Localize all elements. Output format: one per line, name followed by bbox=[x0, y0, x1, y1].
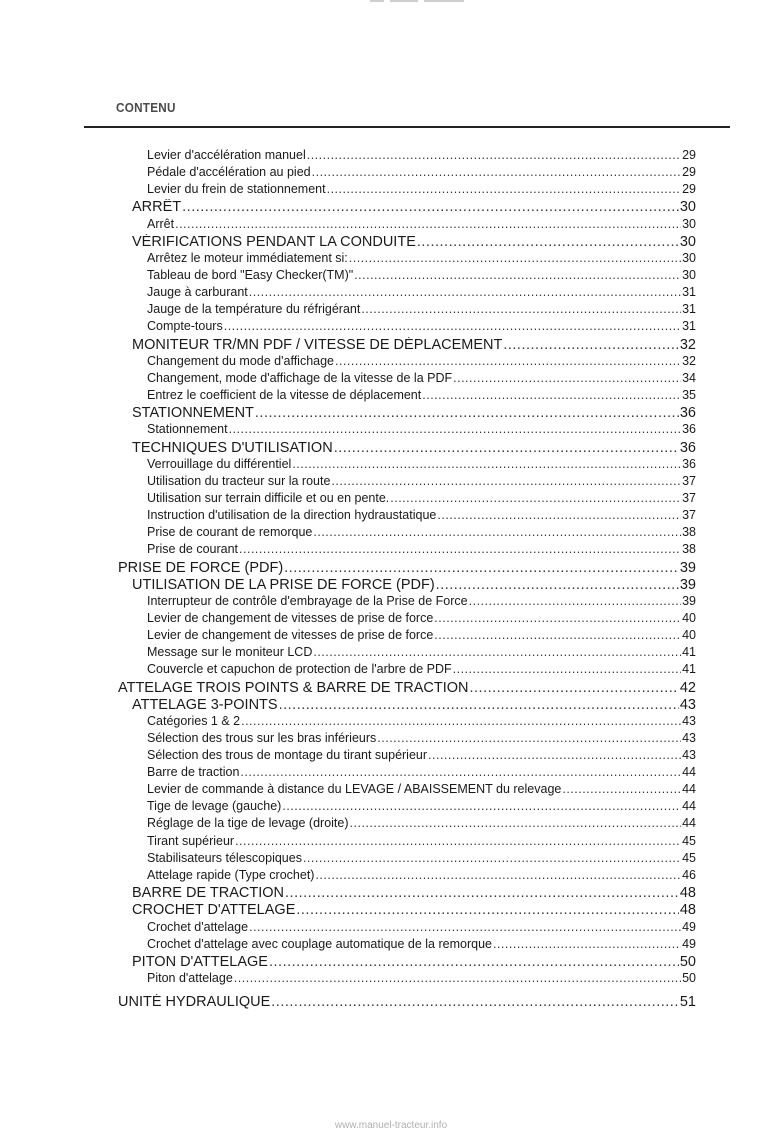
toc-entry-title: Jauge à carburant bbox=[147, 285, 248, 299]
toc-entry[interactable] bbox=[147, 782, 696, 796]
toc-leader-dots bbox=[434, 628, 681, 642]
toc-entry-page: 44 bbox=[682, 816, 696, 830]
toc-entry[interactable] bbox=[147, 371, 696, 385]
toc-entry-title: Levier d'accélération manuel bbox=[147, 148, 306, 162]
toc-leader-dots bbox=[269, 954, 679, 970]
toc-entry[interactable] bbox=[147, 457, 696, 471]
toc-entry[interactable] bbox=[147, 251, 696, 265]
toc-entry-title: Pédale d'accélération au pied bbox=[147, 165, 311, 179]
toc-leader-dots bbox=[350, 816, 682, 830]
toc-entry[interactable] bbox=[118, 994, 696, 1010]
toc-entry-page: 39 bbox=[682, 594, 696, 608]
toc-entry-title: Compte-tours bbox=[147, 319, 223, 333]
toc-entry[interactable] bbox=[147, 182, 696, 196]
toc-entry-title: CROCHET D'ATTELAGE bbox=[132, 902, 296, 918]
toc-entry[interactable] bbox=[147, 217, 696, 231]
toc-leader-dots bbox=[437, 508, 681, 522]
toc-entry-page: 37 bbox=[682, 491, 696, 505]
toc-entry-page: 34 bbox=[682, 371, 696, 385]
toc-entry[interactable] bbox=[132, 337, 696, 353]
toc-leader-dots bbox=[312, 165, 681, 179]
toc-leader-dots bbox=[303, 851, 681, 865]
toc-entry-page: 49 bbox=[682, 920, 696, 934]
toc-leader-dots bbox=[428, 748, 681, 762]
toc-leader-dots bbox=[493, 937, 681, 951]
toc-entry-page: 30 bbox=[682, 268, 696, 282]
toc-leader-dots bbox=[241, 714, 681, 728]
toc-entry-title: TECHNIQUES D'UTILISATION bbox=[132, 440, 333, 456]
toc-leader-dots bbox=[469, 680, 678, 696]
toc-entry-page: 31 bbox=[682, 302, 696, 316]
toc-leader-dots bbox=[292, 457, 681, 471]
toc-entry[interactable] bbox=[147, 611, 696, 625]
toc-entry[interactable] bbox=[147, 285, 696, 299]
toc-entry[interactable] bbox=[147, 851, 696, 865]
toc-entry[interactable] bbox=[147, 834, 696, 848]
toc-leader-dots bbox=[229, 422, 681, 436]
scan-marks bbox=[370, 0, 480, 6]
toc-entry[interactable] bbox=[147, 920, 696, 934]
toc-entry[interactable] bbox=[118, 560, 696, 576]
toc-entry[interactable] bbox=[147, 268, 696, 282]
toc-entry-title: Sélection des trous de montage du tirant supérieur bbox=[147, 748, 428, 762]
toc-entry-title: Barre de traction bbox=[147, 765, 240, 779]
toc-entry-page: 37 bbox=[682, 508, 696, 522]
toc-entry-page: 39 bbox=[679, 560, 696, 576]
toc-entry[interactable] bbox=[147, 714, 696, 728]
toc-entry-title: Tableau de bord "Easy Checker(TM)" bbox=[147, 268, 354, 282]
toc-entry-title: Instruction d'utilisation de la direction hydraustatique bbox=[147, 508, 437, 522]
toc-entry-page: 37 bbox=[682, 474, 696, 488]
toc-entry[interactable] bbox=[147, 542, 696, 556]
toc-entry-page: 29 bbox=[682, 148, 696, 162]
toc-entry[interactable] bbox=[147, 525, 696, 539]
toc-entry-page: 31 bbox=[682, 319, 696, 333]
toc-entry-page: 40 bbox=[682, 611, 696, 625]
toc-leader-dots bbox=[271, 994, 679, 1010]
toc-entry-page: 44 bbox=[682, 799, 696, 813]
toc-entry-page: 39 bbox=[679, 577, 696, 593]
toc-entry-page: 43 bbox=[682, 731, 696, 745]
toc-entry-title: Couvercle et capuchon de protection de l'arbre de PDF bbox=[147, 662, 452, 676]
toc-leader-dots bbox=[334, 440, 679, 456]
toc-entry-page: 36 bbox=[682, 422, 696, 436]
toc-entry-title: Utilisation du tracteur sur la route bbox=[147, 474, 331, 488]
toc-entry[interactable] bbox=[132, 440, 696, 456]
toc-leader-dots bbox=[315, 868, 681, 882]
toc-leader-dots bbox=[313, 645, 681, 659]
toc-entry[interactable] bbox=[147, 662, 696, 676]
toc-entry-page: 51 bbox=[679, 994, 696, 1010]
toc-entry[interactable] bbox=[147, 354, 696, 368]
toc-leader-dots bbox=[331, 474, 681, 488]
toc-entry[interactable] bbox=[147, 319, 696, 333]
toc-entry[interactable] bbox=[132, 405, 696, 421]
toc-entry-page: 44 bbox=[682, 765, 696, 779]
toc-entry-page: 30 bbox=[682, 217, 696, 231]
toc-entry-title: Arrêt bbox=[147, 217, 175, 231]
toc-entry-page: 48 bbox=[679, 902, 696, 918]
toc-entry-title: Crochet d'attelage avec couplage automatique de la remorque bbox=[147, 937, 492, 951]
toc-entry-title: Message sur le moniteur LCD bbox=[147, 645, 313, 659]
page-header-title: CONTENU bbox=[116, 100, 176, 115]
toc-entry-title: BARRE DE TRACTION bbox=[132, 885, 285, 901]
toc-entry-page: 43 bbox=[679, 697, 696, 713]
toc-entry-title: Stabilisateurs télescopiques bbox=[147, 851, 302, 865]
toc-entry-page: 43 bbox=[682, 748, 696, 762]
toc-entry-page: 32 bbox=[682, 354, 696, 368]
toc-entry[interactable] bbox=[147, 422, 696, 436]
toc-entry[interactable] bbox=[147, 148, 696, 162]
toc-leader-dots bbox=[390, 491, 681, 505]
toc-entry-page: 30 bbox=[679, 234, 696, 250]
toc-entry-page: 50 bbox=[682, 971, 696, 985]
footer-watermark: www.manuel-tracteur.info bbox=[334, 1120, 448, 1131]
toc-entry-page: 40 bbox=[682, 628, 696, 642]
toc-entry-page: 30 bbox=[679, 199, 696, 215]
toc-entry-page: 43 bbox=[682, 714, 696, 728]
toc-leader-dots bbox=[436, 577, 679, 593]
toc-leader-dots bbox=[234, 971, 681, 985]
toc-entry-title: ARRÊT bbox=[132, 199, 182, 215]
toc-entry-page: 30 bbox=[682, 251, 696, 265]
toc-leader-dots bbox=[224, 319, 681, 333]
toc-entry-page: 45 bbox=[682, 851, 696, 865]
toc-leader-dots bbox=[349, 251, 681, 265]
toc-entry-title: UNITÉ HYDRAULIQUE bbox=[118, 994, 271, 1010]
toc-entry[interactable] bbox=[147, 165, 696, 179]
toc-entry-title: Levier de changement de vitesses de prise de force bbox=[147, 628, 434, 642]
toc-leader-dots bbox=[240, 765, 681, 779]
toc-entry[interactable] bbox=[132, 577, 696, 593]
toc-leader-dots bbox=[282, 799, 681, 813]
toc-entry-title: Interrupteur de contrôle d'embrayage de la Prise de Force bbox=[147, 594, 468, 608]
toc-leader-dots bbox=[284, 560, 679, 576]
toc-entry[interactable] bbox=[147, 594, 696, 608]
toc-entry-title: Prise de courant bbox=[147, 542, 239, 556]
toc-entry-title: Jauge de la température du réfrigérant bbox=[147, 302, 361, 316]
toc-entry-page: 35 bbox=[682, 388, 696, 402]
toc-entry[interactable] bbox=[147, 799, 696, 813]
toc-entry-title: Changement du mode d'affichage bbox=[147, 354, 335, 368]
toc-entry[interactable] bbox=[147, 937, 696, 951]
toc-entry-title: UTILISATION DE LA PRISE DE FORCE (PDF) bbox=[132, 577, 435, 593]
toc-entry-title: Tige de levage (gauche) bbox=[147, 799, 282, 813]
toc-entry[interactable] bbox=[147, 302, 696, 316]
toc-entry[interactable] bbox=[118, 680, 696, 696]
toc-leader-dots bbox=[434, 611, 681, 625]
toc-entry-page: 41 bbox=[682, 645, 696, 659]
toc-entry[interactable] bbox=[147, 765, 696, 779]
toc-entry-page: 50 bbox=[679, 954, 696, 970]
toc-leader-dots bbox=[327, 182, 682, 196]
toc-entry[interactable] bbox=[147, 645, 696, 659]
toc-leader-dots bbox=[279, 697, 679, 713]
toc-entry-title: Changement, mode d'affichage de la vitesse de la PDF bbox=[147, 371, 453, 385]
toc-leader-dots bbox=[307, 148, 681, 162]
toc-entry-title: VÉRIFICATIONS PENDANT LA CONDUITE bbox=[132, 234, 416, 250]
toc-entry-page: 29 bbox=[682, 165, 696, 179]
toc-entry-page: 49 bbox=[682, 937, 696, 951]
toc-entry-title: Prise de courant de remorque bbox=[147, 525, 313, 539]
toc-entry-title: Entrez le coefficient de la vitesse de déplacement bbox=[147, 388, 422, 402]
toc-leader-dots bbox=[249, 920, 681, 934]
header-rule bbox=[84, 126, 730, 128]
toc-entry-page: 31 bbox=[682, 285, 696, 299]
toc-entry-title: PITON D'ATTELAGE bbox=[132, 954, 268, 970]
toc-entry-page: 48 bbox=[679, 885, 696, 901]
toc-entry[interactable] bbox=[132, 885, 696, 901]
toc-entry[interactable] bbox=[147, 388, 696, 402]
toc-entry[interactable] bbox=[147, 491, 696, 505]
toc-entry-title: Attelage rapide (Type crochet) bbox=[147, 868, 315, 882]
toc-entry-page: 38 bbox=[682, 525, 696, 539]
toc-entry-title: Stationnement bbox=[147, 422, 228, 436]
toc-entry-title: Crochet d'attelage bbox=[147, 920, 249, 934]
toc-entry-page: 32 bbox=[679, 337, 696, 353]
toc-entry-title: Levier du frein de stationnement bbox=[147, 182, 326, 196]
toc-entry-page: 45 bbox=[682, 834, 696, 848]
toc-entry-page: 46 bbox=[682, 868, 696, 882]
toc-entry-title: Tirant supérieur bbox=[147, 834, 235, 848]
toc-entry-page: 29 bbox=[682, 182, 696, 196]
toc-leader-dots bbox=[239, 542, 681, 556]
toc-entry[interactable] bbox=[132, 902, 696, 918]
toc-entry[interactable] bbox=[147, 748, 696, 762]
toc-entry-title: Catégories 1 & 2 bbox=[147, 714, 241, 728]
toc-entry-page: 42 bbox=[679, 680, 696, 696]
toc-entry[interactable] bbox=[132, 234, 696, 250]
toc-leader-dots bbox=[235, 834, 681, 848]
toc-leader-dots bbox=[175, 217, 681, 231]
toc-entry-page: 36 bbox=[679, 440, 696, 456]
toc-entry[interactable] bbox=[147, 868, 696, 882]
toc-leader-dots bbox=[453, 371, 681, 385]
toc-entry[interactable] bbox=[147, 628, 696, 642]
toc-entry-title: Sélection des trous sur les bras inférieurs bbox=[147, 731, 377, 745]
toc-leader-dots bbox=[377, 731, 681, 745]
toc-leader-dots bbox=[417, 234, 679, 250]
toc-entry[interactable] bbox=[132, 954, 696, 970]
toc-entry-title: STATIONNEMENT bbox=[132, 405, 254, 421]
toc-leader-dots bbox=[562, 782, 681, 796]
toc-entry[interactable] bbox=[147, 508, 696, 522]
toc-entry-page: 36 bbox=[679, 405, 696, 421]
toc-entry-title: Arrêtez le moteur immédiatement si: bbox=[147, 251, 348, 265]
toc-leader-dots bbox=[361, 302, 681, 316]
toc-entry-page: 38 bbox=[682, 542, 696, 556]
toc-leader-dots bbox=[249, 285, 681, 299]
toc-entry[interactable] bbox=[132, 199, 696, 215]
toc-entry-title: PRISE DE FORCE (PDF) bbox=[118, 560, 284, 576]
toc-entry[interactable] bbox=[147, 731, 696, 745]
toc-entry-page: 41 bbox=[682, 662, 696, 676]
toc-entry-title: Levier de commande à distance du LEVAGE / ABAISSEMENT du relevage bbox=[147, 782, 562, 796]
toc-entry-page: 36 bbox=[682, 457, 696, 471]
toc-leader-dots bbox=[469, 594, 681, 608]
toc-entry[interactable] bbox=[147, 816, 696, 830]
toc-entry[interactable] bbox=[147, 474, 696, 488]
toc-entry[interactable] bbox=[132, 697, 696, 713]
toc-leader-dots bbox=[503, 337, 679, 353]
toc-entry-title: ATTELAGE TROIS POINTS & BARRE DE TRACTION bbox=[118, 680, 469, 696]
toc-entry-title: MONITEUR TR/MN PDF / VITESSE DE DÉPLACEMENT bbox=[132, 337, 503, 353]
toc-entry-title: Utilisation sur terrain difficile et ou en pente. bbox=[147, 491, 390, 505]
toc-leader-dots bbox=[296, 902, 678, 918]
toc-leader-dots bbox=[255, 405, 679, 421]
toc-entry-title: Réglage de la tige de levage (droite) bbox=[147, 816, 349, 830]
toc-leader-dots bbox=[335, 354, 681, 368]
toc-leader-dots bbox=[354, 268, 681, 282]
toc-leader-dots bbox=[313, 525, 681, 539]
toc-leader-dots bbox=[285, 885, 679, 901]
toc-entry[interactable] bbox=[147, 971, 696, 985]
toc-leader-dots bbox=[422, 388, 681, 402]
toc-entry-title: Piton d'attelage bbox=[147, 971, 233, 985]
toc-leader-dots bbox=[182, 199, 679, 215]
toc-leader-dots bbox=[453, 662, 681, 676]
toc-entry-page: 44 bbox=[682, 782, 696, 796]
toc-entry-title: Levier de changement de vitesses de prise de force bbox=[147, 611, 434, 625]
toc-entry-title: ATTELAGE 3-POINTS bbox=[132, 697, 278, 713]
toc-entry-title: Verrouillage du différentiel bbox=[147, 457, 292, 471]
